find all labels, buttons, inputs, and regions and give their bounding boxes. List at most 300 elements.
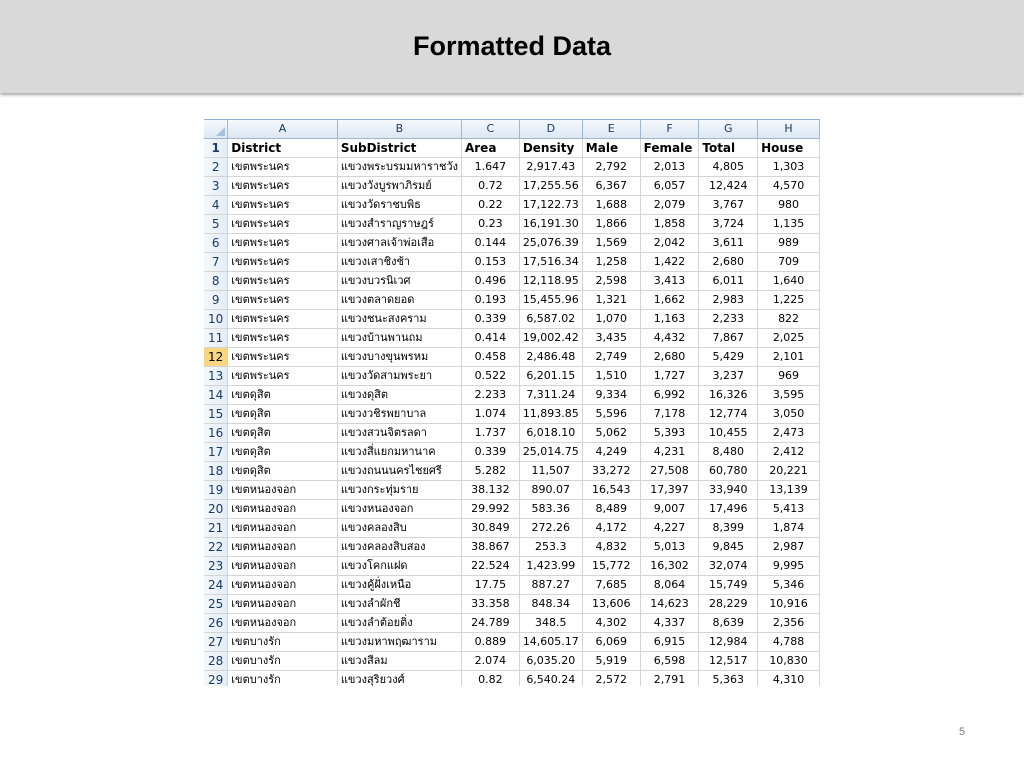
number-cell[interactable]: 2,987 xyxy=(758,538,820,557)
number-cell[interactable]: 1,135 xyxy=(758,215,820,234)
text-cell[interactable]: เขตหนองจอก xyxy=(228,481,338,500)
number-cell[interactable]: 12,424 xyxy=(699,177,758,196)
text-cell[interactable]: แขวงคลองสิบสอง xyxy=(337,538,461,557)
number-cell[interactable]: 28,229 xyxy=(699,595,758,614)
number-cell[interactable]: 348.5 xyxy=(519,614,582,633)
number-cell[interactable]: 1,303 xyxy=(758,158,820,177)
header-cell[interactable]: Area xyxy=(461,139,519,158)
text-cell[interactable]: เขตพระนคร xyxy=(228,329,338,348)
table-row xyxy=(204,329,820,348)
number-cell[interactable]: 4,788 xyxy=(758,633,820,652)
text-cell[interactable]: เขตพระนคร xyxy=(228,348,338,367)
number-cell[interactable]: 15,772 xyxy=(582,557,640,576)
number-cell[interactable]: 5,393 xyxy=(640,424,699,443)
number-cell[interactable]: 9,334 xyxy=(582,386,640,405)
spreadsheet-image xyxy=(204,120,820,686)
number-cell[interactable]: 5,413 xyxy=(758,500,820,519)
number-cell[interactable]: 2,079 xyxy=(640,196,699,215)
text-cell[interactable]: เขตพระนคร xyxy=(228,272,338,291)
text-cell[interactable]: แขวงสุริยวงศ์ xyxy=(337,671,461,687)
text-cell[interactable]: แขวงเสาชิงช้า xyxy=(337,253,461,272)
number-cell[interactable]: 12,984 xyxy=(699,633,758,652)
number-cell[interactable]: 2,412 xyxy=(758,443,820,462)
number-cell[interactable]: 6,069 xyxy=(582,633,640,652)
number-cell[interactable]: 2,013 xyxy=(640,158,699,177)
text-cell[interactable]: เขตบางรัก xyxy=(228,652,338,671)
column-header[interactable]: B xyxy=(337,120,461,139)
number-cell[interactable]: 15,455.96 xyxy=(519,291,582,310)
number-cell[interactable]: 4,832 xyxy=(582,538,640,557)
row-number[interactable]: 26 xyxy=(204,614,228,633)
row-number[interactable]: 16 xyxy=(204,424,228,443)
text-cell[interactable]: แขวงสี่แยกมหานาค xyxy=(337,443,461,462)
number-cell[interactable]: 890.07 xyxy=(519,481,582,500)
number-cell[interactable]: 11,507 xyxy=(519,462,582,481)
number-cell[interactable]: 969 xyxy=(758,367,820,386)
number-cell[interactable]: 30.849 xyxy=(461,519,519,538)
number-cell[interactable]: 0.72 xyxy=(461,177,519,196)
header-cell[interactable]: Total xyxy=(699,139,758,158)
number-cell[interactable]: 4,302 xyxy=(582,614,640,633)
text-cell[interactable]: เขตพระนคร xyxy=(228,253,338,272)
number-cell[interactable]: 4,172 xyxy=(582,519,640,538)
number-cell[interactable]: 6,201.15 xyxy=(519,367,582,386)
row-number[interactable]: 8 xyxy=(204,272,228,291)
table-row xyxy=(204,614,820,633)
row-number[interactable]: 29 xyxy=(204,671,228,687)
number-cell[interactable]: 8,064 xyxy=(640,576,699,595)
number-cell[interactable]: 33,940 xyxy=(699,481,758,500)
column-header[interactable]: A xyxy=(228,120,338,139)
number-cell[interactable]: 38.132 xyxy=(461,481,519,500)
slide-title: Formatted Data xyxy=(412,31,612,61)
number-cell[interactable]: 0.496 xyxy=(461,272,519,291)
number-cell[interactable]: 709 xyxy=(758,253,820,272)
table-row xyxy=(204,291,820,310)
row-number[interactable]: 28 xyxy=(204,652,228,671)
text-cell[interactable]: แขวงหนองจอก xyxy=(337,500,461,519)
number-cell[interactable]: 2.074 xyxy=(461,652,519,671)
number-cell[interactable]: 1,258 xyxy=(582,253,640,272)
number-cell[interactable]: 3,724 xyxy=(699,215,758,234)
number-cell[interactable]: 1.647 xyxy=(461,158,519,177)
row-number[interactable]: 2 xyxy=(204,158,228,177)
number-cell[interactable]: 25,014.75 xyxy=(519,443,582,462)
number-cell[interactable]: 848.34 xyxy=(519,595,582,614)
number-cell[interactable]: 1,423.99 xyxy=(519,557,582,576)
number-cell[interactable]: 3,595 xyxy=(758,386,820,405)
number-cell[interactable]: 9,995 xyxy=(758,557,820,576)
number-cell[interactable]: 0.522 xyxy=(461,367,519,386)
number-cell[interactable]: 2,598 xyxy=(582,272,640,291)
number-cell[interactable]: 2,042 xyxy=(640,234,699,253)
number-cell[interactable]: 2.233 xyxy=(461,386,519,405)
number-cell[interactable]: 2,791 xyxy=(640,671,699,687)
number-cell[interactable]: 8,639 xyxy=(699,614,758,633)
number-cell[interactable]: 2,792 xyxy=(582,158,640,177)
number-cell[interactable]: 22.524 xyxy=(461,557,519,576)
number-cell[interactable]: 25,076.39 xyxy=(519,234,582,253)
text-cell[interactable]: เขตดุสิต xyxy=(228,405,338,424)
text-cell[interactable]: เขตพระนคร xyxy=(228,234,338,253)
header-cell[interactable]: District xyxy=(228,139,338,158)
table-row xyxy=(204,538,820,557)
number-cell[interactable]: 38.867 xyxy=(461,538,519,557)
number-cell[interactable]: 5,429 xyxy=(699,348,758,367)
number-cell[interactable]: 989 xyxy=(758,234,820,253)
number-cell[interactable]: 1,688 xyxy=(582,196,640,215)
number-cell[interactable]: 887.27 xyxy=(519,576,582,595)
number-cell[interactable]: 17,496 xyxy=(699,500,758,519)
row-number[interactable]: 6 xyxy=(204,234,228,253)
row-number[interactable]: 24 xyxy=(204,576,228,595)
number-cell[interactable]: 4,805 xyxy=(699,158,758,177)
number-cell[interactable]: 12,118.95 xyxy=(519,272,582,291)
number-cell[interactable]: 583.36 xyxy=(519,500,582,519)
number-cell[interactable]: 17,516.34 xyxy=(519,253,582,272)
number-cell[interactable]: 1,727 xyxy=(640,367,699,386)
table-row xyxy=(204,481,820,500)
number-cell[interactable]: 2,473 xyxy=(758,424,820,443)
number-cell[interactable]: 7,311.24 xyxy=(519,386,582,405)
row-number[interactable]: 11 xyxy=(204,329,228,348)
table-row xyxy=(204,386,820,405)
number-cell[interactable]: 0.153 xyxy=(461,253,519,272)
number-cell[interactable]: 6,992 xyxy=(640,386,699,405)
number-cell[interactable]: 1,640 xyxy=(758,272,820,291)
table-row xyxy=(204,576,820,595)
number-cell[interactable]: 8,480 xyxy=(699,443,758,462)
text-cell[interactable]: แขวงบางขุนพรหม xyxy=(337,348,461,367)
number-cell[interactable]: 3,611 xyxy=(699,234,758,253)
number-cell[interactable]: 20,221 xyxy=(758,462,820,481)
number-cell[interactable]: 1,070 xyxy=(582,310,640,329)
table-row xyxy=(204,196,820,215)
number-cell[interactable]: 5,919 xyxy=(582,652,640,671)
number-cell[interactable]: 2,025 xyxy=(758,329,820,348)
number-cell[interactable]: 12,517 xyxy=(699,652,758,671)
text-cell[interactable]: แขวงชนะสงคราม xyxy=(337,310,461,329)
number-cell[interactable]: 32,074 xyxy=(699,557,758,576)
row-number[interactable]: 15 xyxy=(204,405,228,424)
text-cell[interactable]: เขตพระนคร xyxy=(228,367,338,386)
table-row xyxy=(204,215,820,234)
text-cell[interactable]: แขวงกระทุ่มราย xyxy=(337,481,461,500)
number-cell[interactable]: 0.82 xyxy=(461,671,519,687)
number-cell[interactable]: 6,587.02 xyxy=(519,310,582,329)
row-number[interactable]: 7 xyxy=(204,253,228,272)
number-cell[interactable]: 6,598 xyxy=(640,652,699,671)
number-cell[interactable]: 16,302 xyxy=(640,557,699,576)
number-cell[interactable]: 2,680 xyxy=(699,253,758,272)
text-cell[interactable]: แขวงวัดราชบพิธ xyxy=(337,196,461,215)
number-cell[interactable]: 0.23 xyxy=(461,215,519,234)
table-row xyxy=(204,253,820,272)
text-cell[interactable]: แขวงคลองสิบ xyxy=(337,519,461,538)
text-cell[interactable]: แขวงดุสิต xyxy=(337,386,461,405)
row-number[interactable]: 12 xyxy=(204,348,228,367)
number-cell[interactable]: 1.074 xyxy=(461,405,519,424)
table-row xyxy=(204,519,820,538)
number-cell[interactable]: 0.458 xyxy=(461,348,519,367)
text-cell[interactable]: แขวงศาลเจ้าพ่อเสือ xyxy=(337,234,461,253)
number-cell[interactable]: 7,867 xyxy=(699,329,758,348)
column-header[interactable]: F xyxy=(640,120,699,139)
number-cell[interactable]: 822 xyxy=(758,310,820,329)
table-row xyxy=(204,443,820,462)
number-cell[interactable]: 1,858 xyxy=(640,215,699,234)
number-cell[interactable]: 0.22 xyxy=(461,196,519,215)
text-cell[interactable]: เขตหนองจอก xyxy=(228,500,338,519)
number-cell[interactable]: 2,356 xyxy=(758,614,820,633)
number-cell[interactable]: 3,435 xyxy=(582,329,640,348)
number-cell[interactable]: 8,489 xyxy=(582,500,640,519)
number-cell[interactable]: 9,845 xyxy=(699,538,758,557)
number-cell[interactable]: 6,035.20 xyxy=(519,652,582,671)
number-cell[interactable]: 6,367 xyxy=(582,177,640,196)
row-number[interactable]: 18 xyxy=(204,462,228,481)
row-number[interactable]: 13 xyxy=(204,367,228,386)
number-cell[interactable]: 0.414 xyxy=(461,329,519,348)
column-header-row xyxy=(204,120,820,139)
page-number: 5 xyxy=(958,726,966,738)
number-cell[interactable]: 2,680 xyxy=(640,348,699,367)
number-cell[interactable]: 4,231 xyxy=(640,443,699,462)
number-cell[interactable]: 14,623 xyxy=(640,595,699,614)
spreadsheet-grid xyxy=(204,120,820,686)
number-cell[interactable]: 3,237 xyxy=(699,367,758,386)
text-cell[interactable]: แขวงบวรนิเวศ xyxy=(337,272,461,291)
number-cell[interactable]: 33.358 xyxy=(461,595,519,614)
number-cell[interactable]: 4,337 xyxy=(640,614,699,633)
number-cell[interactable]: 5,363 xyxy=(699,671,758,687)
row-number[interactable]: 10 xyxy=(204,310,228,329)
text-cell[interactable]: แขวงวัดสามพระยา xyxy=(337,367,461,386)
number-cell[interactable]: 33,272 xyxy=(582,462,640,481)
number-cell[interactable]: 2,572 xyxy=(582,671,640,687)
number-cell[interactable]: 2,917.43 xyxy=(519,158,582,177)
number-cell[interactable]: 4,249 xyxy=(582,443,640,462)
number-cell[interactable]: 0.339 xyxy=(461,443,519,462)
number-cell[interactable]: 980 xyxy=(758,196,820,215)
number-cell[interactable]: 0.144 xyxy=(461,234,519,253)
table-row xyxy=(204,367,820,386)
number-cell[interactable]: 60,780 xyxy=(699,462,758,481)
number-cell[interactable]: 7,178 xyxy=(640,405,699,424)
number-cell[interactable]: 5.282 xyxy=(461,462,519,481)
number-cell[interactable]: 17,255.56 xyxy=(519,177,582,196)
number-cell[interactable]: 24.789 xyxy=(461,614,519,633)
number-cell[interactable]: 2,233 xyxy=(699,310,758,329)
number-cell[interactable]: 29.992 xyxy=(461,500,519,519)
table-row xyxy=(204,595,820,614)
text-cell[interactable]: เขตดุสิต xyxy=(228,443,338,462)
table-row xyxy=(204,348,820,367)
row-number[interactable]: 23 xyxy=(204,557,228,576)
number-cell[interactable]: 3,767 xyxy=(699,196,758,215)
row-number[interactable]: 9 xyxy=(204,291,228,310)
row-number[interactable]: 1 xyxy=(204,139,228,158)
number-cell[interactable]: 16,191.30 xyxy=(519,215,582,234)
number-cell[interactable]: 272.26 xyxy=(519,519,582,538)
row-number[interactable]: 17 xyxy=(204,443,228,462)
number-cell[interactable]: 9,007 xyxy=(640,500,699,519)
table-row xyxy=(204,557,820,576)
header-cell[interactable]: Male xyxy=(582,139,640,158)
row-number[interactable]: 22 xyxy=(204,538,228,557)
number-cell[interactable]: 4,310 xyxy=(758,671,820,687)
number-cell[interactable]: 1,662 xyxy=(640,291,699,310)
text-cell[interactable]: แขวงตลาดยอด xyxy=(337,291,461,310)
text-cell[interactable]: เขตหนองจอก xyxy=(228,614,338,633)
number-cell[interactable]: 5,062 xyxy=(582,424,640,443)
number-cell[interactable]: 1,225 xyxy=(758,291,820,310)
number-cell[interactable]: 19,002.42 xyxy=(519,329,582,348)
number-cell[interactable]: 4,432 xyxy=(640,329,699,348)
number-cell[interactable]: 6,018.10 xyxy=(519,424,582,443)
text-cell[interactable]: แขวงวังบูรพาภิรมย์ xyxy=(337,177,461,196)
number-cell[interactable]: 17.75 xyxy=(461,576,519,595)
number-cell[interactable]: 5,596 xyxy=(582,405,640,424)
text-cell[interactable]: เขตพระนคร xyxy=(228,215,338,234)
row-number[interactable]: 4 xyxy=(204,196,228,215)
text-cell[interactable]: เขตหนองจอก xyxy=(228,538,338,557)
column-header[interactable]: C xyxy=(461,120,519,139)
number-cell[interactable]: 10,830 xyxy=(758,652,820,671)
number-cell[interactable]: 12,774 xyxy=(699,405,758,424)
text-cell[interactable]: เขตดุสิต xyxy=(228,462,338,481)
number-cell[interactable]: 17,122.73 xyxy=(519,196,582,215)
text-cell[interactable]: แขวงโคกแฝด xyxy=(337,557,461,576)
text-cell[interactable]: แขวงคู้ฝั่งเหนือ xyxy=(337,576,461,595)
text-cell[interactable]: แขวงลำต้อยติ่ง xyxy=(337,614,461,633)
number-cell[interactable]: 7,685 xyxy=(582,576,640,595)
row-number[interactable]: 27 xyxy=(204,633,228,652)
header-cell[interactable]: SubDistrict xyxy=(337,139,461,158)
number-cell[interactable]: 1,422 xyxy=(640,253,699,272)
number-cell[interactable]: 2,749 xyxy=(582,348,640,367)
column-header[interactable]: E xyxy=(582,120,640,139)
header-cell[interactable]: Density xyxy=(519,139,582,158)
table-row xyxy=(204,500,820,519)
number-cell[interactable]: 1,874 xyxy=(758,519,820,538)
row-number[interactable]: 3 xyxy=(204,177,228,196)
row-number[interactable]: 25 xyxy=(204,595,228,614)
table-row xyxy=(204,234,820,253)
number-cell[interactable]: 3,050 xyxy=(758,405,820,424)
text-cell[interactable]: แขวงถนนนครไชยศรี xyxy=(337,462,461,481)
number-cell[interactable]: 3,413 xyxy=(640,272,699,291)
table-row xyxy=(204,158,820,177)
number-cell[interactable]: 1,321 xyxy=(582,291,640,310)
number-cell[interactable]: 6,540.24 xyxy=(519,671,582,687)
number-cell[interactable]: 10,455 xyxy=(699,424,758,443)
text-cell[interactable]: เขตพระนคร xyxy=(228,196,338,215)
text-cell[interactable]: เขตพระนคร xyxy=(228,310,338,329)
row-number[interactable]: 21 xyxy=(204,519,228,538)
text-cell[interactable]: เขตหนองจอก xyxy=(228,557,338,576)
number-cell[interactable]: 15,749 xyxy=(699,576,758,595)
number-cell[interactable]: 4,570 xyxy=(758,177,820,196)
text-cell[interactable]: แขวงสวนจิตรลดา xyxy=(337,424,461,443)
text-cell[interactable]: แขวงวชิรพยาบาล xyxy=(337,405,461,424)
text-cell[interactable]: เขตดุสิต xyxy=(228,424,338,443)
number-cell[interactable]: 16,326 xyxy=(699,386,758,405)
text-cell[interactable]: เขตดุสิต xyxy=(228,386,338,405)
text-cell[interactable]: เขตบางรัก xyxy=(228,633,338,652)
number-cell[interactable]: 8,399 xyxy=(699,519,758,538)
text-cell[interactable]: แขวงบ้านพานถม xyxy=(337,329,461,348)
number-cell[interactable]: 13,606 xyxy=(582,595,640,614)
table-row xyxy=(204,405,820,424)
number-cell[interactable]: 0.889 xyxy=(461,633,519,652)
number-cell[interactable]: 1,866 xyxy=(582,215,640,234)
number-cell[interactable]: 1,510 xyxy=(582,367,640,386)
table-row xyxy=(204,462,820,481)
number-cell[interactable]: 1,163 xyxy=(640,310,699,329)
number-cell[interactable]: 16,543 xyxy=(582,481,640,500)
number-cell[interactable]: 1.737 xyxy=(461,424,519,443)
number-cell[interactable]: 5,346 xyxy=(758,576,820,595)
number-cell[interactable]: 0.339 xyxy=(461,310,519,329)
text-cell[interactable]: แขวงมหาพฤฒาราม xyxy=(337,633,461,652)
text-cell[interactable]: เขตหนองจอก xyxy=(228,595,338,614)
text-cell[interactable]: เขตพระนคร xyxy=(228,177,338,196)
number-cell[interactable]: 27,508 xyxy=(640,462,699,481)
text-cell[interactable]: เขตหนองจอก xyxy=(228,519,338,538)
number-cell[interactable]: 0.193 xyxy=(461,291,519,310)
number-cell[interactable]: 11,893.85 xyxy=(519,405,582,424)
row-number[interactable]: 5 xyxy=(204,215,228,234)
header-cell[interactable]: Female xyxy=(640,139,699,158)
number-cell[interactable]: 1,569 xyxy=(582,234,640,253)
table-row xyxy=(204,310,820,329)
number-cell[interactable]: 253.3 xyxy=(519,538,582,557)
number-cell[interactable]: 6,057 xyxy=(640,177,699,196)
text-cell[interactable]: เขตหนองจอก xyxy=(228,576,338,595)
number-cell[interactable]: 5,013 xyxy=(640,538,699,557)
header-data-row xyxy=(204,139,820,158)
row-number[interactable]: 19 xyxy=(204,481,228,500)
text-cell[interactable]: เขตพระนคร xyxy=(228,158,338,177)
column-header[interactable]: G xyxy=(699,120,758,139)
number-cell[interactable]: 2,983 xyxy=(699,291,758,310)
text-cell[interactable]: แขวงลำผักชี xyxy=(337,595,461,614)
number-cell[interactable]: 6,011 xyxy=(699,272,758,291)
number-cell[interactable]: 2,486.48 xyxy=(519,348,582,367)
row-number[interactable]: 20 xyxy=(204,500,228,519)
text-cell[interactable]: แขวงพระบรมมหาราชวัง xyxy=(337,158,461,177)
number-cell[interactable]: 2,101 xyxy=(758,348,820,367)
number-cell[interactable]: 6,915 xyxy=(640,633,699,652)
select-all-corner[interactable] xyxy=(204,120,228,139)
column-header[interactable]: H xyxy=(758,120,820,139)
header-cell[interactable]: House xyxy=(758,139,820,158)
row-number[interactable]: 14 xyxy=(204,386,228,405)
number-cell[interactable]: 13,139 xyxy=(758,481,820,500)
text-cell[interactable]: เขตพระนคร xyxy=(228,291,338,310)
text-cell[interactable]: แขวงสำราญราษฎร์ xyxy=(337,215,461,234)
number-cell[interactable]: 14,605.17 xyxy=(519,633,582,652)
number-cell[interactable]: 17,397 xyxy=(640,481,699,500)
column-header[interactable]: D xyxy=(519,120,582,139)
table-row xyxy=(204,633,820,652)
table-row xyxy=(204,671,820,687)
text-cell[interactable]: แขวงสีลม xyxy=(337,652,461,671)
number-cell[interactable]: 10,916 xyxy=(758,595,820,614)
number-cell[interactable]: 4,227 xyxy=(640,519,699,538)
text-cell[interactable]: เขตบางรัก xyxy=(228,671,338,687)
